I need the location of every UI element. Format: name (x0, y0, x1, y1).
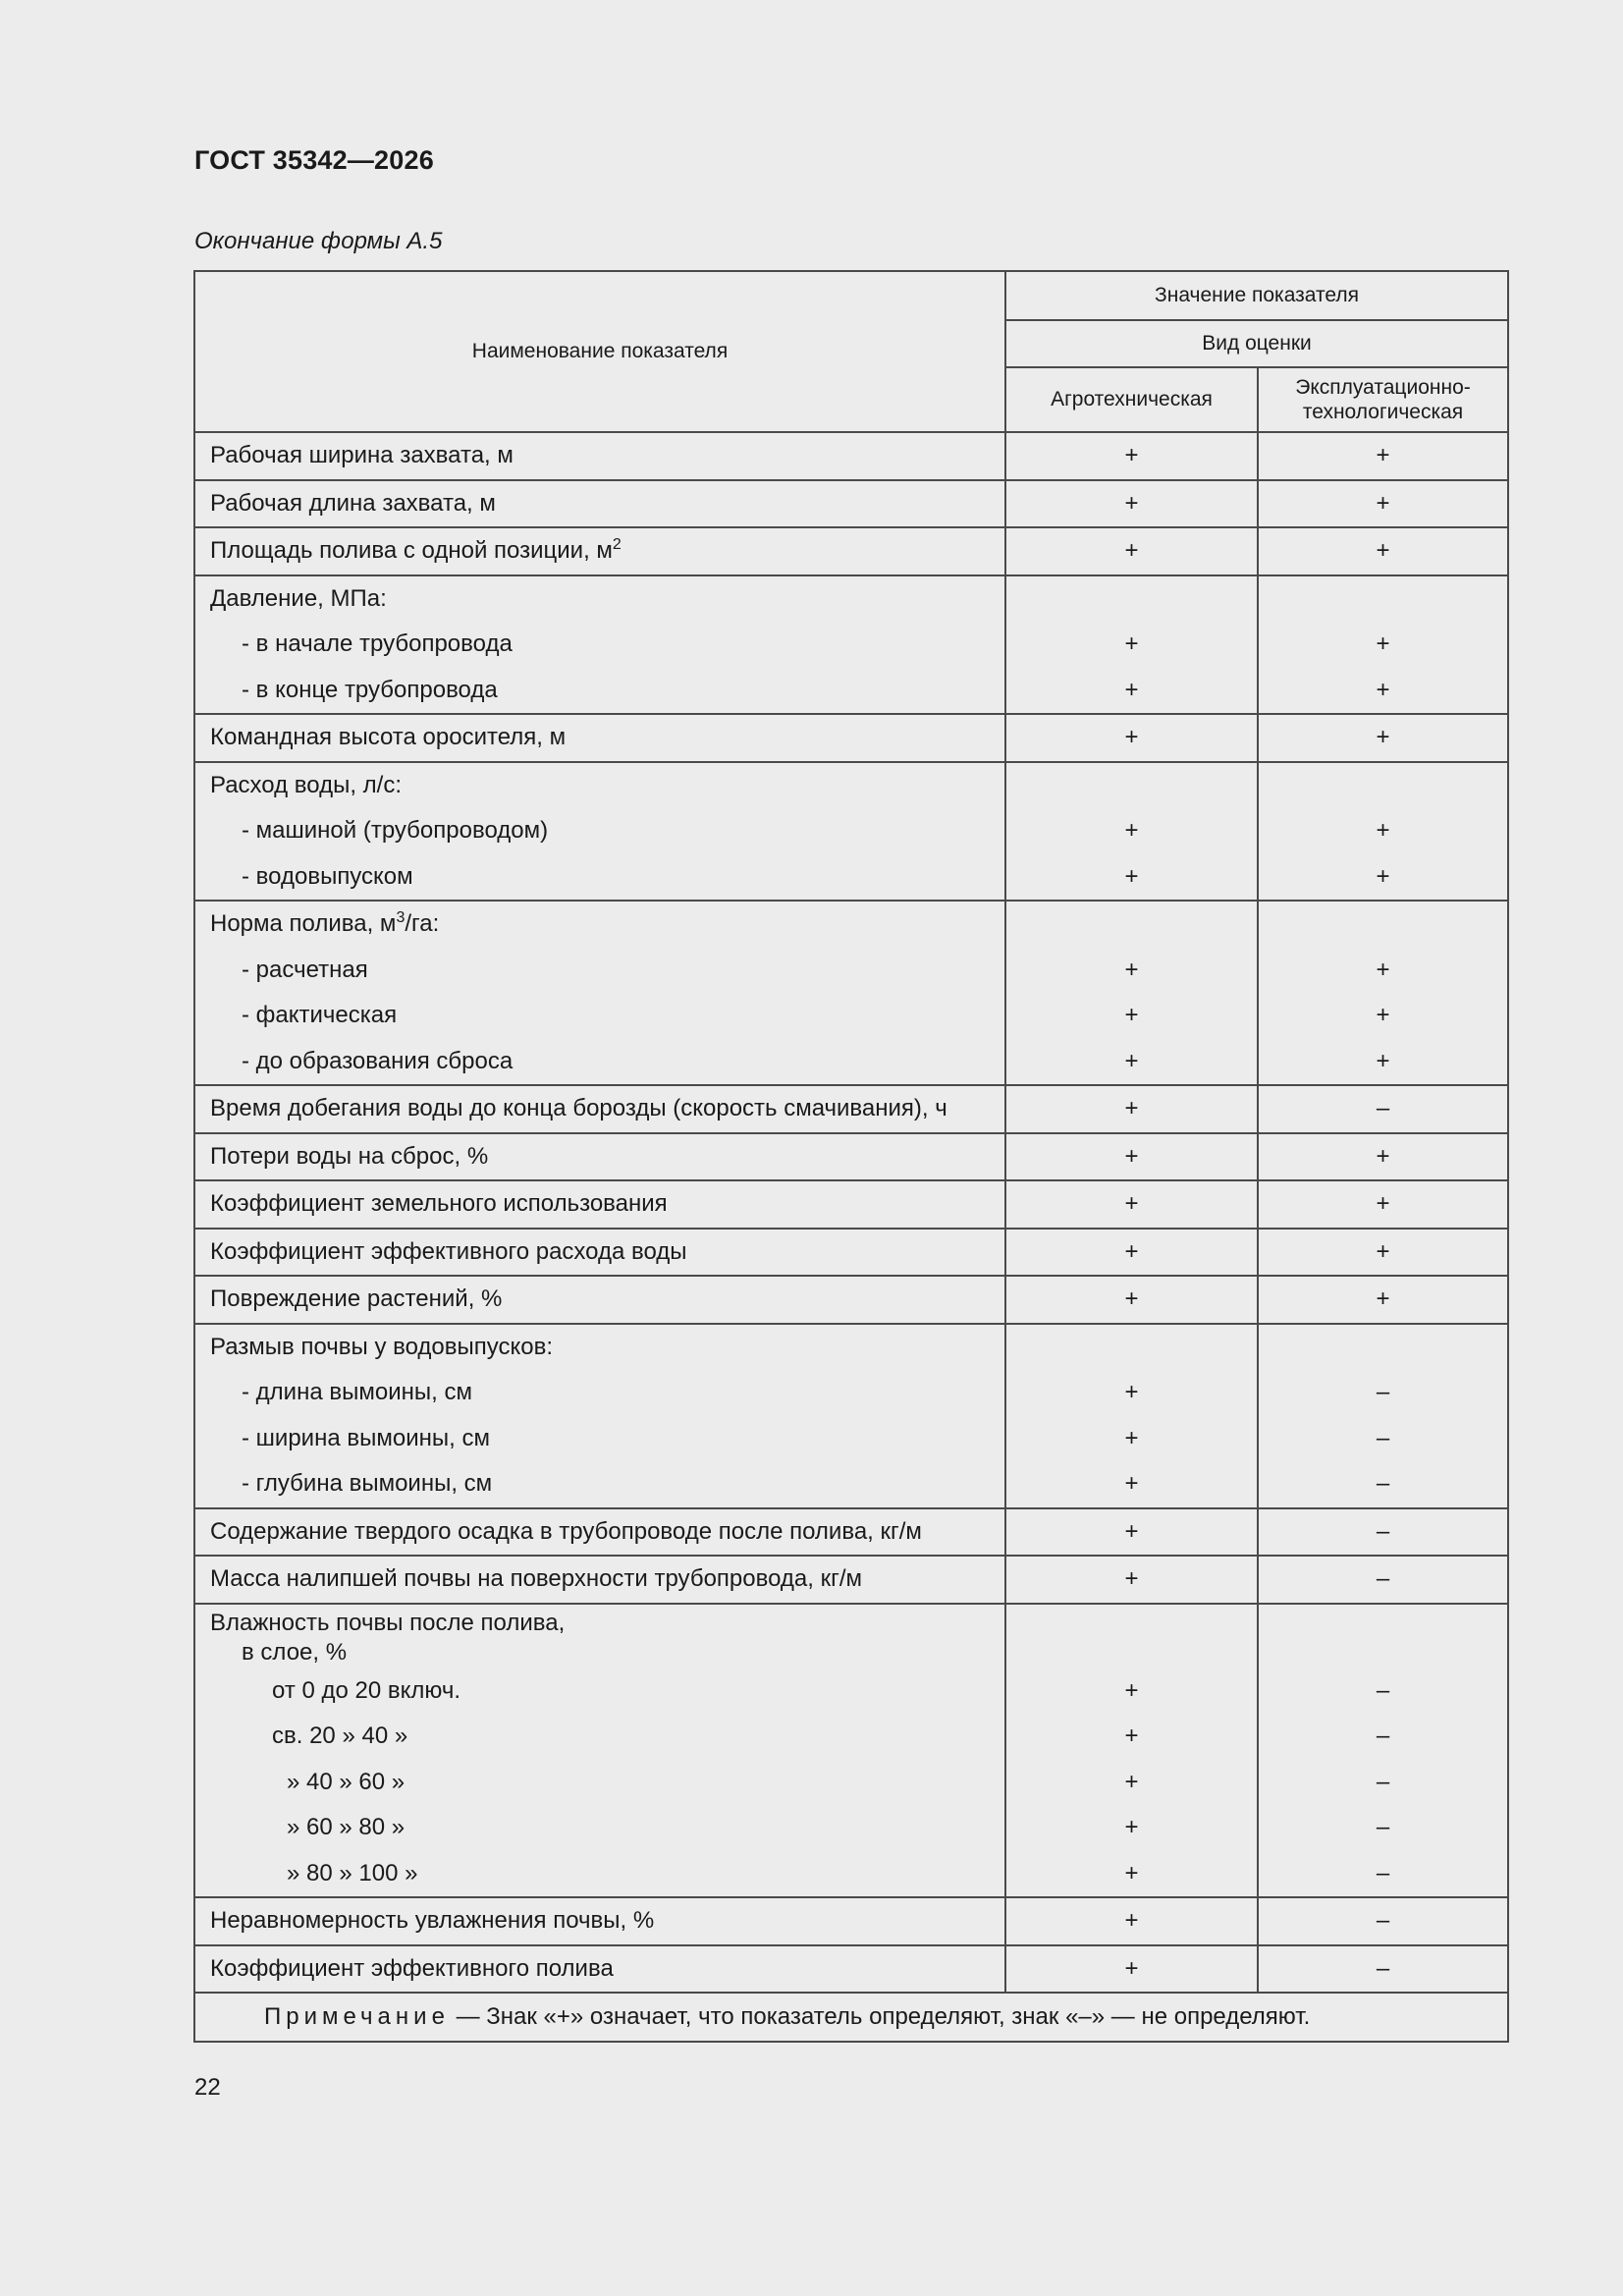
indicator-line (195, 433, 1004, 479)
operational-mark: – (1376, 1470, 1390, 1497)
table-row (194, 1945, 1508, 1994)
operational-cell (1258, 1508, 1508, 1557)
agrotechnical-mark (1006, 902, 1257, 948)
table-row (194, 1897, 1508, 1945)
indicator-text: - длина вымоины, см (242, 1379, 472, 1405)
operational-mark: + (1376, 1237, 1390, 1265)
table-body (194, 432, 1508, 1993)
indicator-name-cell (194, 1508, 1005, 1557)
indicator-line (195, 1134, 1004, 1180)
agrotechnical-mark: + (1124, 1768, 1139, 1795)
agrotechnical-cell (1005, 480, 1258, 528)
operational-cell (1258, 1180, 1508, 1229)
agrotechnical-mark: + (1124, 1517, 1139, 1545)
indicator-line (195, 1851, 1004, 1897)
header-operational-line1: Эксплуатационно- (1295, 375, 1471, 399)
indicator-text: Давление, МПа: (210, 584, 387, 612)
indicator-line (195, 1086, 1004, 1132)
operational-mark: + (1376, 630, 1390, 657)
operational-cell (1258, 1085, 1508, 1133)
indicator-text: от 0 до 20 включ. (272, 1676, 461, 1704)
indicator-text: Размыв почвы у водовыпусков: (210, 1333, 554, 1360)
agrotechnical-mark: + (1124, 1814, 1139, 1840)
operational-cell (1258, 714, 1508, 762)
agrotechnical-cell (1005, 1229, 1258, 1277)
indicator-text: Неравномерность увлажнения почвы, % (210, 1907, 655, 1934)
agrotechnical-cell (1005, 1604, 1258, 1898)
indicator-line (195, 576, 1004, 623)
operational-cell (1258, 480, 1508, 528)
operational-mark: + (1376, 442, 1390, 468)
agrotechnical-mark: + (1124, 489, 1139, 517)
indicator-text: Коэффициент земельного использования (210, 1190, 668, 1217)
indicator-line (195, 1509, 1004, 1556)
header-indicator-value: Значение показателя (1005, 271, 1508, 320)
operational-mark: + (1376, 1285, 1390, 1312)
operational-mark: – (1376, 1859, 1390, 1886)
operational-mark: – (1376, 1954, 1390, 1982)
agrotechnical-cell (1005, 1133, 1258, 1181)
table-row (194, 432, 1508, 480)
agrotechnical-mark: + (1124, 724, 1139, 750)
unit-exponent: 3 (396, 909, 406, 926)
operational-mark: – (1376, 1565, 1390, 1592)
indicator-text: - в начале трубопровода (242, 630, 513, 657)
indicator-text: » 60 » 80 » (287, 1814, 406, 1840)
agrotechnical-mark: + (1124, 1470, 1139, 1497)
indicator-name-cell (194, 1945, 1005, 1994)
table-row (194, 714, 1508, 762)
operational-mark: + (1376, 862, 1390, 890)
indicator-name-cell (194, 1276, 1005, 1324)
agrotechnical-mark: + (1124, 1722, 1139, 1749)
indicator-line (195, 902, 1004, 948)
operational-cell (1258, 432, 1508, 480)
indicator-line (195, 528, 1004, 574)
agrotechnical-cell (1005, 762, 1258, 902)
indicator-line (195, 1668, 1004, 1715)
indicator-line (195, 1416, 1004, 1462)
agrotechnical-mark: + (1124, 1142, 1139, 1170)
indicator-line (195, 1714, 1004, 1760)
agrotechnical-mark: + (1124, 676, 1139, 703)
agrotechnical-cell (1005, 1508, 1258, 1557)
indicator-name-cell (194, 714, 1005, 762)
indicator-text-line2: в слое, % (242, 1638, 348, 1666)
agrotechnical-cell (1005, 1945, 1258, 1994)
indicator-text: Масса налипшей почвы на поверхности трубопровода, кг/м (210, 1565, 863, 1592)
agrotechnical-mark: + (1124, 1676, 1139, 1704)
table-row (194, 1324, 1508, 1508)
indicator-line (195, 1605, 1004, 1668)
agrotechnical-mark: + (1124, 1190, 1139, 1217)
agrotechnical-mark: + (1124, 817, 1139, 844)
header-operational-line2: технологическая (1302, 400, 1464, 423)
indicator-text: Влажность почвы после полива, (210, 1609, 566, 1636)
indicator-line (195, 808, 1004, 854)
indicator-text: » 40 » 60 » (287, 1768, 406, 1795)
indicator-line (195, 948, 1004, 994)
indicator-line (195, 481, 1004, 527)
agrotechnical-cell (1005, 714, 1258, 762)
indicator-line (195, 1760, 1004, 1806)
indicator-line (195, 763, 1004, 809)
operational-mark: + (1376, 1190, 1390, 1217)
agrotechnical-cell (1005, 1085, 1258, 1133)
table-note (194, 1993, 1508, 2042)
operational-cell (1258, 1556, 1508, 1604)
indicator-text: св. 20 » 40 » (272, 1722, 408, 1749)
header-agrotechnical: Агротехническая (1005, 367, 1258, 432)
indicator-text: Содержание твердого осадка в трубопроводе после полива, кг/м (210, 1517, 922, 1545)
agrotechnical-mark: + (1124, 630, 1139, 657)
indicator-name-cell (194, 480, 1005, 528)
agrotechnical-cell (1005, 1897, 1258, 1945)
agrotechnical-mark: + (1124, 1379, 1139, 1405)
indicator-line (195, 668, 1004, 714)
indicator-text: Коэффициент эффективного полива (210, 1954, 614, 1982)
agrotechnical-mark (1006, 576, 1257, 623)
table-row (194, 1229, 1508, 1277)
operational-mark: – (1376, 1676, 1390, 1704)
indicator-line (195, 1946, 1004, 1993)
indicator-line (195, 1325, 1004, 1371)
operational-mark: – (1376, 1424, 1390, 1451)
indicator-text: Командная высота оросителя, м (210, 724, 567, 750)
operational-mark: – (1376, 1095, 1390, 1121)
agrotechnical-mark: + (1124, 1954, 1139, 1982)
indicator-text: Повреждение растений, % (210, 1285, 503, 1312)
operational-mark: + (1376, 1002, 1390, 1028)
agrotechnical-cell (1005, 1276, 1258, 1324)
agrotechnical-mark: + (1124, 537, 1139, 564)
form-caption: Окончание формы А.5 (194, 228, 443, 254)
table-row (194, 1276, 1508, 1324)
agrotechnical-mark: + (1124, 1095, 1139, 1121)
indicator-name-cell (194, 1229, 1005, 1277)
indicator-line (195, 1277, 1004, 1323)
operational-cell (1258, 1897, 1508, 1945)
agrotechnical-mark: + (1124, 1285, 1139, 1312)
indicator-text: Коэффициент эффективного расхода воды (210, 1237, 687, 1265)
operational-mark (1259, 763, 1507, 809)
indicator-line (195, 715, 1004, 761)
operational-mark: + (1376, 676, 1390, 703)
indicator-line (195, 1805, 1004, 1851)
agrotechnical-mark (1006, 1605, 1257, 1668)
indicator-text: - машиной (трубопроводом) (242, 817, 549, 844)
unit-exponent: 2 (612, 536, 622, 553)
operational-mark: + (1376, 724, 1390, 750)
agrotechnical-mark: + (1124, 1047, 1139, 1074)
operational-cell (1258, 1324, 1508, 1508)
indicators-table (193, 270, 1509, 2043)
operational-mark: + (1376, 489, 1390, 517)
indicator-name-cell (194, 527, 1005, 575)
agrotechnical-cell (1005, 527, 1258, 575)
agrotechnical-cell (1005, 1324, 1258, 1508)
indicator-line (195, 1039, 1004, 1085)
operational-mark (1259, 1605, 1507, 1668)
indicator-line (195, 1557, 1004, 1603)
indicator-name-cell (194, 1085, 1005, 1133)
operational-cell (1258, 1604, 1508, 1898)
operational-mark (1259, 1325, 1507, 1371)
indicator-text: Рабочая ширина захвата, м (210, 442, 514, 468)
operational-mark: – (1376, 1907, 1390, 1934)
indicator-name-cell (194, 1604, 1005, 1898)
indicator-name-cell (194, 1324, 1005, 1508)
header-operational (1258, 367, 1508, 432)
agrotechnical-mark: + (1124, 956, 1139, 983)
agrotechnical-mark: + (1124, 1565, 1139, 1592)
table-row (194, 480, 1508, 528)
indicator-name-cell (194, 1556, 1005, 1604)
agrotechnical-cell (1005, 1556, 1258, 1604)
operational-cell (1258, 1945, 1508, 1994)
indicator-text: - фактическая (242, 1002, 398, 1028)
table-row (194, 1556, 1508, 1604)
indicator-name-cell (194, 762, 1005, 902)
table-row (194, 1604, 1508, 1898)
agrotechnical-mark: + (1124, 1907, 1139, 1934)
table-row (194, 1085, 1508, 1133)
operational-mark: – (1376, 1722, 1390, 1749)
indicator-text: - в конце трубопровода (242, 676, 498, 703)
indicator-name-cell (194, 575, 1005, 715)
indicator-name-cell (194, 1897, 1005, 1945)
indicator-line (195, 1370, 1004, 1416)
operational-cell (1258, 527, 1508, 575)
agrotechnical-mark: + (1124, 1859, 1139, 1886)
agrotechnical-mark: + (1124, 1424, 1139, 1451)
agrotechnical-cell (1005, 432, 1258, 480)
document-header: ГОСТ 35342—2026 (194, 145, 434, 175)
operational-mark (1259, 576, 1507, 623)
indicator-line (195, 1230, 1004, 1276)
indicator-line (195, 1461, 1004, 1507)
header-evaluation-type: Вид оценки (1005, 320, 1508, 367)
operational-mark: – (1376, 1379, 1390, 1405)
note-label: Примечание (264, 2003, 450, 2030)
operational-mark: + (1376, 1047, 1390, 1074)
indicator-text: - глубина вымоины, см (242, 1470, 493, 1497)
indicator-text: Расход воды, л/с: (210, 771, 403, 798)
operational-mark: + (1376, 956, 1390, 983)
agrotechnical-mark (1006, 763, 1257, 809)
operational-cell (1258, 1276, 1508, 1324)
page-number: 22 (194, 2074, 221, 2101)
table-row (194, 575, 1508, 715)
table-row (194, 901, 1508, 1085)
agrotechnical-mark: + (1124, 1002, 1139, 1028)
operational-cell (1258, 1133, 1508, 1181)
indicator-text: - до образования сброса (242, 1047, 514, 1074)
indicator-line (195, 1181, 1004, 1228)
indicator-text: - водовыпуском (242, 862, 413, 890)
operational-cell (1258, 1229, 1508, 1277)
operational-mark: + (1376, 817, 1390, 844)
table-row (194, 1508, 1508, 1557)
indicator-line (195, 622, 1004, 668)
indicator-name-cell (194, 432, 1005, 480)
table-row (194, 527, 1508, 575)
indicator-text-suffix: /га: (405, 910, 440, 937)
table-row (194, 1133, 1508, 1181)
agrotechnical-cell (1005, 575, 1258, 715)
agrotechnical-mark: + (1124, 1237, 1139, 1265)
indicator-text: - ширина вымоины, см (242, 1424, 490, 1451)
operational-mark: + (1376, 1142, 1390, 1170)
indicator-line (195, 854, 1004, 901)
indicator-name-cell (194, 1133, 1005, 1181)
agrotechnical-mark: + (1124, 862, 1139, 890)
agrotechnical-cell (1005, 901, 1258, 1085)
indicator-text: » 80 » 100 » (287, 1859, 418, 1886)
operational-cell (1258, 575, 1508, 715)
table-row (194, 762, 1508, 902)
operational-mark: – (1376, 1517, 1390, 1545)
indicator-text: Время добегания воды до конца борозды (скорость смачивания), ч (210, 1095, 947, 1121)
indicator-text: Потери воды на сброс, % (210, 1142, 489, 1170)
agrotechnical-mark (1006, 1325, 1257, 1371)
operational-mark: + (1376, 537, 1390, 564)
operational-mark (1259, 902, 1507, 948)
operational-mark: – (1376, 1814, 1390, 1840)
indicator-text: - расчетная (242, 956, 368, 983)
indicator-text: Площадь полива с одной позиции, м (210, 537, 613, 564)
indicator-name-cell (194, 901, 1005, 1085)
agrotechnical-mark: + (1124, 442, 1139, 468)
indicator-line (195, 1898, 1004, 1944)
table-row (194, 1180, 1508, 1229)
operational-cell (1258, 762, 1508, 902)
operational-cell (1258, 901, 1508, 1085)
indicator-name-cell (194, 1180, 1005, 1229)
agrotechnical-cell (1005, 1180, 1258, 1229)
operational-mark: – (1376, 1768, 1390, 1795)
indicator-text: Норма полива, м (210, 910, 397, 937)
indicator-line (195, 993, 1004, 1039)
indicator-text: Рабочая длина захвата, м (210, 489, 496, 517)
note-text: — Знак «+» означает, что показатель определяют, знак «–» — не определяют. (449, 2003, 1311, 2030)
header-indicator-name: Наименование показателя (194, 271, 1005, 432)
